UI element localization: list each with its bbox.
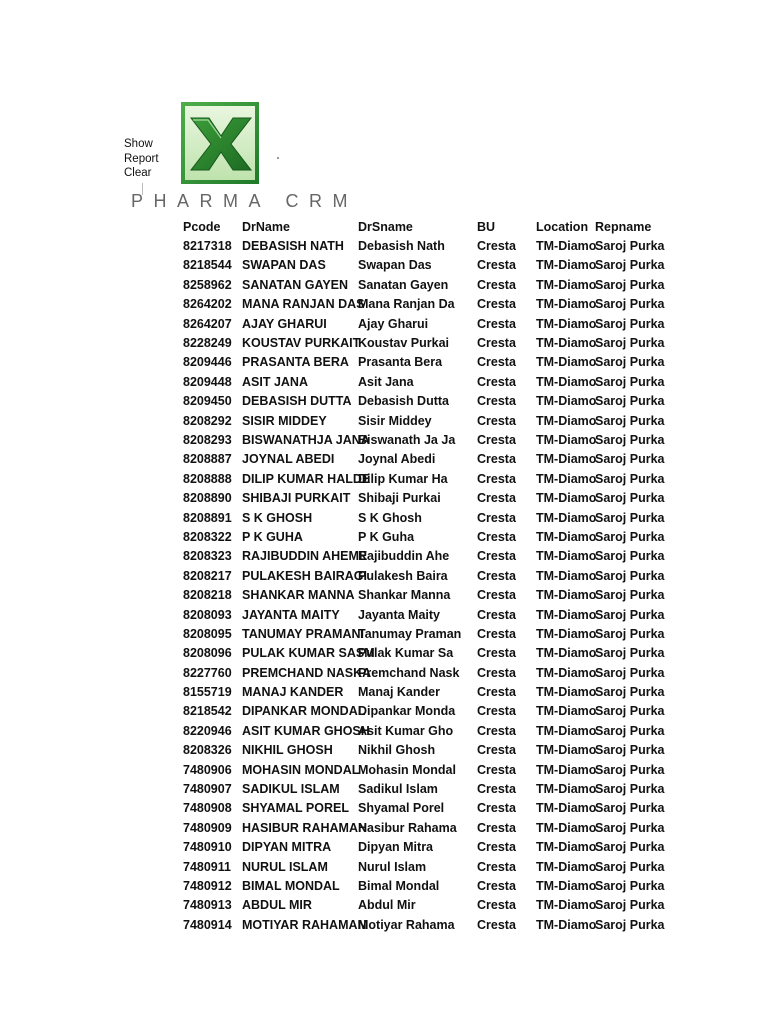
- cell-repname: Saroj Purka: [595, 685, 665, 700]
- cell-pcode: 8209448: [183, 374, 232, 389]
- cell-pcode: 7480910: [183, 840, 232, 855]
- cell-repname: Saroj Purka: [595, 568, 665, 583]
- cell-pcode: 7480906: [183, 762, 232, 777]
- table-row[interactable]: [183, 333, 653, 352]
- cell-repname: Saroj Purka: [595, 510, 665, 525]
- cell-location: TM-Diamo: [536, 239, 597, 254]
- cell-bu: Cresta: [477, 898, 516, 913]
- cell-bu: Cresta: [477, 355, 516, 370]
- cell-pcode: 7480907: [183, 782, 232, 797]
- cell-drname: ABDUL MIR: [242, 898, 312, 913]
- cell-drname: ASIT JANA: [242, 374, 308, 389]
- cell-pcode: 8208292: [183, 413, 232, 428]
- cell-repname: Saroj Purka: [595, 704, 665, 719]
- cell-drname: PREMCHAND NASKA: [242, 665, 372, 680]
- table-row[interactable]: [183, 799, 653, 818]
- cell-pcode: 8208887: [183, 452, 232, 467]
- cell-drsname: S K Ghosh: [358, 510, 422, 525]
- cell-drname: AJAY GHARUI: [242, 316, 327, 331]
- table-row[interactable]: [183, 527, 653, 546]
- cell-bu: Cresta: [477, 743, 516, 758]
- cell-drsname: Rajibuddin Ahe: [358, 549, 450, 564]
- cell-location: TM-Diamo: [536, 394, 597, 409]
- cell-drname: DIPYAN MITRA: [242, 840, 332, 855]
- cell-drsname: Manaj Kander: [358, 685, 440, 700]
- cell-pcode: 8209450: [183, 394, 232, 409]
- cell-pcode: 8228249: [183, 336, 232, 351]
- cell-drsname: Asit Kumar Gho: [358, 723, 454, 738]
- brand-title: PHARMA CRM: [131, 191, 359, 211]
- cell-location: TM-Diamo: [536, 898, 597, 913]
- cell-pcode: 8208218: [183, 588, 232, 603]
- cell-drsname: Sanatan Gayen: [358, 277, 449, 292]
- cell-drname: S K GHOSH: [242, 510, 313, 525]
- header-pcode: Pcode: [183, 219, 221, 234]
- cell-location: TM-Diamo: [536, 878, 597, 893]
- cell-repname: Saroj Purka: [595, 743, 665, 758]
- header-repname: Repname: [595, 219, 652, 234]
- cell-drsname: Swapan Das: [358, 258, 432, 273]
- table-row[interactable]: [183, 275, 653, 294]
- table-row[interactable]: [183, 430, 653, 449]
- cell-drname: MOHASIN MONDAL: [242, 762, 360, 777]
- cell-location: TM-Diamo: [536, 510, 597, 525]
- cell-bu: Cresta: [477, 529, 516, 544]
- header-location: Location: [536, 219, 589, 234]
- cell-pcode: 8258962: [183, 277, 232, 292]
- table-row[interactable]: [183, 760, 653, 779]
- cell-location: TM-Diamo: [536, 374, 597, 389]
- cell-drsname: Dilip Kumar Ha: [358, 471, 448, 486]
- cell-location: TM-Diamo: [536, 723, 597, 738]
- table-row[interactable]: [183, 605, 653, 624]
- cell-pcode: 8208293: [183, 432, 232, 447]
- cell-repname: Saroj Purka: [595, 762, 665, 777]
- cell-drsname: Tanumay Praman: [358, 626, 462, 641]
- cell-location: TM-Diamo: [536, 820, 597, 835]
- cell-repname: Saroj Purka: [595, 452, 665, 467]
- cell-location: TM-Diamo: [536, 355, 597, 370]
- excel-logo-icon[interactable]: [181, 102, 259, 184]
- cell-bu: Cresta: [477, 607, 516, 622]
- cell-repname: Saroj Purka: [595, 859, 665, 874]
- cell-drname: PULAKESH BAIRAGI: [242, 568, 368, 583]
- decor-dot: [277, 157, 279, 159]
- cell-drsname: Shibaji Purkai: [358, 491, 441, 506]
- cell-repname: Saroj Purka: [595, 549, 665, 564]
- cell-location: TM-Diamo: [536, 743, 597, 758]
- cell-pcode: 7480913: [183, 898, 232, 913]
- header-bu: BU: [477, 219, 496, 234]
- cell-bu: Cresta: [477, 491, 516, 506]
- cell-drsname: Sadikul Islam: [358, 782, 438, 797]
- cell-repname: Saroj Purka: [595, 258, 665, 273]
- cell-drsname: Nurul Islam: [358, 859, 427, 874]
- cell-pcode: 8208093: [183, 607, 232, 622]
- table-row[interactable]: [183, 818, 653, 837]
- cell-bu: Cresta: [477, 840, 516, 855]
- cell-repname: Saroj Purka: [595, 316, 665, 331]
- cell-drname: DEBASISH DUTTA: [242, 394, 352, 409]
- cell-bu: Cresta: [477, 239, 516, 254]
- cell-bu: Cresta: [477, 258, 516, 273]
- table-row[interactable]: [183, 392, 653, 411]
- cell-drsname: Koustav Purkai: [358, 336, 450, 351]
- cell-location: TM-Diamo: [536, 859, 597, 874]
- side-button-labels: [124, 137, 160, 181]
- cell-bu: Cresta: [477, 316, 516, 331]
- cell-pcode: 8218544: [183, 258, 232, 273]
- cell-bu: Cresta: [477, 394, 516, 409]
- header-drsname: DrSname: [358, 219, 413, 234]
- cell-bu: Cresta: [477, 762, 516, 777]
- table-row[interactable]: [183, 295, 653, 314]
- cell-repname: Saroj Purka: [595, 588, 665, 603]
- cell-repname: Saroj Purka: [595, 820, 665, 835]
- cell-pcode: 7480909: [183, 820, 232, 835]
- cell-drsname: Dipyan Mitra: [358, 840, 434, 855]
- cell-drsname: Shyamal Porel: [358, 801, 445, 816]
- cell-pcode: 8208095: [183, 626, 232, 641]
- table-row[interactable]: [183, 353, 653, 372]
- cell-pcode: 8155719: [183, 685, 232, 700]
- cell-drname: SWAPAN DAS: [242, 258, 326, 273]
- cell-bu: Cresta: [477, 297, 516, 312]
- cell-location: TM-Diamo: [536, 277, 597, 292]
- cell-pcode: 8218542: [183, 704, 232, 719]
- cell-drsname: Pulakesh Baira: [358, 568, 448, 583]
- cell-drsname: Debasish Nath: [358, 239, 445, 254]
- cell-repname: Saroj Purka: [595, 898, 665, 913]
- table-row[interactable]: [183, 702, 653, 721]
- cell-bu: Cresta: [477, 568, 516, 583]
- table-header-row: [183, 217, 653, 236]
- cell-pcode: 8208326: [183, 743, 232, 758]
- cell-drsname: Bimal Mondal: [358, 878, 440, 893]
- report-label[interactable]: Report: [124, 152, 159, 165]
- cell-drname: DEBASISH NATH: [242, 239, 344, 254]
- cell-drname: BISWANATHJA JANA: [242, 432, 370, 447]
- cell-bu: Cresta: [477, 878, 516, 893]
- cell-drsname: Sisir Middey: [358, 413, 432, 428]
- cell-pcode: 8209446: [183, 355, 232, 370]
- cell-repname: Saroj Purka: [595, 801, 665, 816]
- cell-location: TM-Diamo: [536, 568, 597, 583]
- cell-drname: MOTIYAR RAHAMAN: [242, 917, 367, 932]
- table-row[interactable]: [183, 915, 653, 934]
- cell-drname: JOYNAL ABEDI: [242, 452, 335, 467]
- cell-pcode: 8208322: [183, 529, 232, 544]
- cell-location: TM-Diamo: [536, 607, 597, 622]
- cell-bu: Cresta: [477, 665, 516, 680]
- cell-drname: RAJIBUDDIN AHEME: [242, 549, 368, 564]
- table-row[interactable]: [183, 256, 653, 275]
- cell-repname: Saroj Purka: [595, 607, 665, 622]
- cell-repname: Saroj Purka: [595, 646, 665, 661]
- cell-repname: Saroj Purka: [595, 878, 665, 893]
- cell-drname: SADIKUL ISLAM: [242, 782, 340, 797]
- cell-location: TM-Diamo: [536, 452, 597, 467]
- table-row[interactable]: [183, 857, 653, 876]
- cell-pcode: 7480908: [183, 801, 232, 816]
- cell-drname: MANA RANJAN DAS: [242, 297, 365, 312]
- table-row[interactable]: [183, 236, 653, 255]
- cell-drname: TANUMAY PRAMANI: [242, 626, 364, 641]
- cell-repname: Saroj Purka: [595, 840, 665, 855]
- cell-location: TM-Diamo: [536, 782, 597, 797]
- cell-location: TM-Diamo: [536, 413, 597, 428]
- cell-repname: Saroj Purka: [595, 723, 665, 738]
- cell-repname: Saroj Purka: [595, 917, 665, 932]
- cell-drsname: Jayanta Maity: [358, 607, 440, 622]
- cell-location: TM-Diamo: [536, 917, 597, 932]
- cell-bu: Cresta: [477, 626, 516, 641]
- cell-repname: Saroj Purka: [595, 782, 665, 797]
- cell-repname: Saroj Purka: [595, 471, 665, 486]
- cell-repname: Saroj Purka: [595, 626, 665, 641]
- cell-location: TM-Diamo: [536, 297, 597, 312]
- cell-bu: Cresta: [477, 336, 516, 351]
- table-row[interactable]: [183, 508, 653, 527]
- cell-repname: Saroj Purka: [595, 355, 665, 370]
- cell-drname: P K GUHA: [242, 529, 303, 544]
- cell-location: TM-Diamo: [536, 491, 597, 506]
- cell-drname: DIPANKAR MONDAL: [242, 704, 366, 719]
- cell-pcode: 8208891: [183, 510, 232, 525]
- cell-drname: SHANKAR MANNA: [242, 588, 355, 603]
- table-row[interactable]: [183, 896, 653, 915]
- cell-location: TM-Diamo: [536, 665, 597, 680]
- cell-location: TM-Diamo: [536, 801, 597, 816]
- table-row[interactable]: [183, 469, 653, 488]
- cell-drname: PULAK KUMAR SASM: [242, 646, 375, 661]
- cell-drname: PRASANTA BERA: [242, 355, 349, 370]
- table-row[interactable]: [183, 624, 653, 643]
- clear-label[interactable]: Clear: [124, 167, 152, 179]
- cell-drname: KOUSTAV PURKAIT: [242, 336, 361, 351]
- cell-bu: Cresta: [477, 646, 516, 661]
- cell-drsname: Asit Jana: [358, 374, 414, 389]
- cell-drname: SHIBAJI PURKAIT: [242, 491, 351, 506]
- cell-pcode: 8208323: [183, 549, 232, 564]
- cell-repname: Saroj Purka: [595, 297, 665, 312]
- cell-drsname: Motiyar Rahama: [358, 917, 455, 932]
- cell-bu: Cresta: [477, 277, 516, 292]
- cell-location: TM-Diamo: [536, 549, 597, 564]
- table-row[interactable]: [183, 314, 653, 333]
- cell-location: TM-Diamo: [536, 316, 597, 331]
- cell-location: TM-Diamo: [536, 704, 597, 719]
- table-row[interactable]: [183, 411, 653, 430]
- cell-bu: Cresta: [477, 782, 516, 797]
- cell-bu: Cresta: [477, 859, 516, 874]
- cell-location: TM-Diamo: [536, 258, 597, 273]
- cell-drsname: Ajay Gharui: [358, 316, 429, 331]
- cell-location: TM-Diamo: [536, 432, 597, 447]
- header-drname: DrName: [242, 219, 290, 234]
- cell-drname: SANATAN GAYEN: [242, 277, 349, 292]
- cell-drsname: Shankar Manna: [358, 588, 451, 603]
- cell-drname: NIKHIL GHOSH: [242, 743, 333, 758]
- cell-drname: SISIR MIDDEY: [242, 413, 327, 428]
- cell-drsname: Pulak Kumar Sa: [358, 646, 454, 661]
- cell-drsname: Nikhil Ghosh: [358, 743, 436, 758]
- cell-drname: ASIT KUMAR GHOSH: [242, 723, 370, 738]
- cell-repname: Saroj Purka: [595, 432, 665, 447]
- cell-repname: Saroj Purka: [595, 413, 665, 428]
- cell-pcode: 7480911: [183, 859, 231, 874]
- cell-bu: Cresta: [477, 723, 516, 738]
- table-row[interactable]: [183, 585, 653, 604]
- table-row[interactable]: [183, 682, 653, 701]
- cell-repname: Saroj Purka: [595, 529, 665, 544]
- cell-location: TM-Diamo: [536, 626, 597, 641]
- cell-bu: Cresta: [477, 413, 516, 428]
- cell-pcode: 8208888: [183, 471, 232, 486]
- cell-drsname: Mohasin Mondal: [358, 762, 456, 777]
- cell-drsname: P K Guha: [358, 529, 415, 544]
- table-row[interactable]: [183, 372, 653, 391]
- cell-pcode: 8208096: [183, 646, 232, 661]
- cell-repname: Saroj Purka: [595, 394, 665, 409]
- cell-pcode: 8227760: [183, 665, 232, 680]
- cell-drname: SHYAMAL POREL: [242, 801, 349, 816]
- cell-repname: Saroj Purka: [595, 374, 665, 389]
- cell-pcode: 8264207: [183, 316, 232, 331]
- cell-drsname: Dipankar Monda: [358, 704, 456, 719]
- cell-drsname: Mana Ranjan Da: [358, 297, 455, 312]
- table-row[interactable]: [183, 876, 653, 895]
- table-row[interactable]: [183, 488, 653, 507]
- cell-drsname: Abdul Mir: [358, 898, 416, 913]
- cell-drname: NURUL ISLAM: [242, 859, 328, 874]
- cell-pcode: 8208890: [183, 491, 232, 506]
- table-row[interactable]: [183, 566, 653, 585]
- table-row[interactable]: [183, 450, 653, 469]
- cell-location: TM-Diamo: [536, 646, 597, 661]
- cell-bu: Cresta: [477, 471, 516, 486]
- cell-location: TM-Diamo: [536, 336, 597, 351]
- cell-drsname: Biswanath Ja Ja: [358, 432, 456, 447]
- cell-pcode: 8208217: [183, 568, 232, 583]
- cell-bu: Cresta: [477, 510, 516, 525]
- table-row[interactable]: [183, 547, 653, 566]
- cell-bu: Cresta: [477, 917, 516, 932]
- cell-bu: Cresta: [477, 685, 516, 700]
- table-row[interactable]: [183, 779, 653, 798]
- table-row[interactable]: [183, 721, 653, 740]
- cell-drsname: Premchand Nask: [358, 665, 460, 680]
- cell-bu: Cresta: [477, 452, 516, 467]
- cell-pcode: 8264202: [183, 297, 232, 312]
- cell-drname: BIMAL MONDAL: [242, 878, 340, 893]
- table-row[interactable]: [183, 663, 653, 682]
- cell-pcode: 8220946: [183, 723, 232, 738]
- cell-drname: MANAJ KANDER: [242, 685, 344, 700]
- cell-bu: Cresta: [477, 588, 516, 603]
- cell-pcode: 8217318: [183, 239, 232, 254]
- show-report-label[interactable]: Show: [124, 138, 153, 150]
- table-row[interactable]: [183, 644, 653, 663]
- cell-drsname: Joynal Abedi: [358, 452, 436, 467]
- table-body: [183, 236, 665, 934]
- cell-location: TM-Diamo: [536, 471, 597, 486]
- cell-pcode: 7480912: [183, 878, 232, 893]
- cell-bu: Cresta: [477, 549, 516, 564]
- cell-repname: Saroj Purka: [595, 336, 665, 351]
- cell-location: TM-Diamo: [536, 762, 597, 777]
- table-row[interactable]: [183, 741, 653, 760]
- cell-drsname: Debasish Dutta: [358, 394, 449, 409]
- cell-drname: DILIP KUMAR HALDE: [242, 471, 371, 486]
- cell-bu: Cresta: [477, 704, 516, 719]
- cell-bu: Cresta: [477, 820, 516, 835]
- cell-repname: Saroj Purka: [595, 665, 665, 680]
- cell-drname: JAYANTA MAITY: [242, 607, 340, 622]
- cell-drsname: Prasanta Bera: [358, 355, 443, 370]
- table-row[interactable]: [183, 838, 653, 857]
- cell-location: TM-Diamo: [536, 685, 597, 700]
- cell-repname: Saroj Purka: [595, 239, 665, 254]
- doctor-table: [183, 217, 665, 934]
- cell-bu: Cresta: [477, 432, 516, 447]
- cell-location: TM-Diamo: [536, 529, 597, 544]
- cell-bu: Cresta: [477, 801, 516, 816]
- cell-drname: HASIBUR RAHAMAN: [242, 820, 367, 835]
- cell-repname: Saroj Purka: [595, 491, 665, 506]
- cell-bu: Cresta: [477, 374, 516, 389]
- cell-pcode: 7480914: [183, 917, 232, 932]
- cell-repname: Saroj Purka: [595, 277, 665, 292]
- cell-location: TM-Diamo: [536, 588, 597, 603]
- cell-location: TM-Diamo: [536, 840, 597, 855]
- cell-drsname: Hasibur Rahama: [358, 820, 457, 835]
